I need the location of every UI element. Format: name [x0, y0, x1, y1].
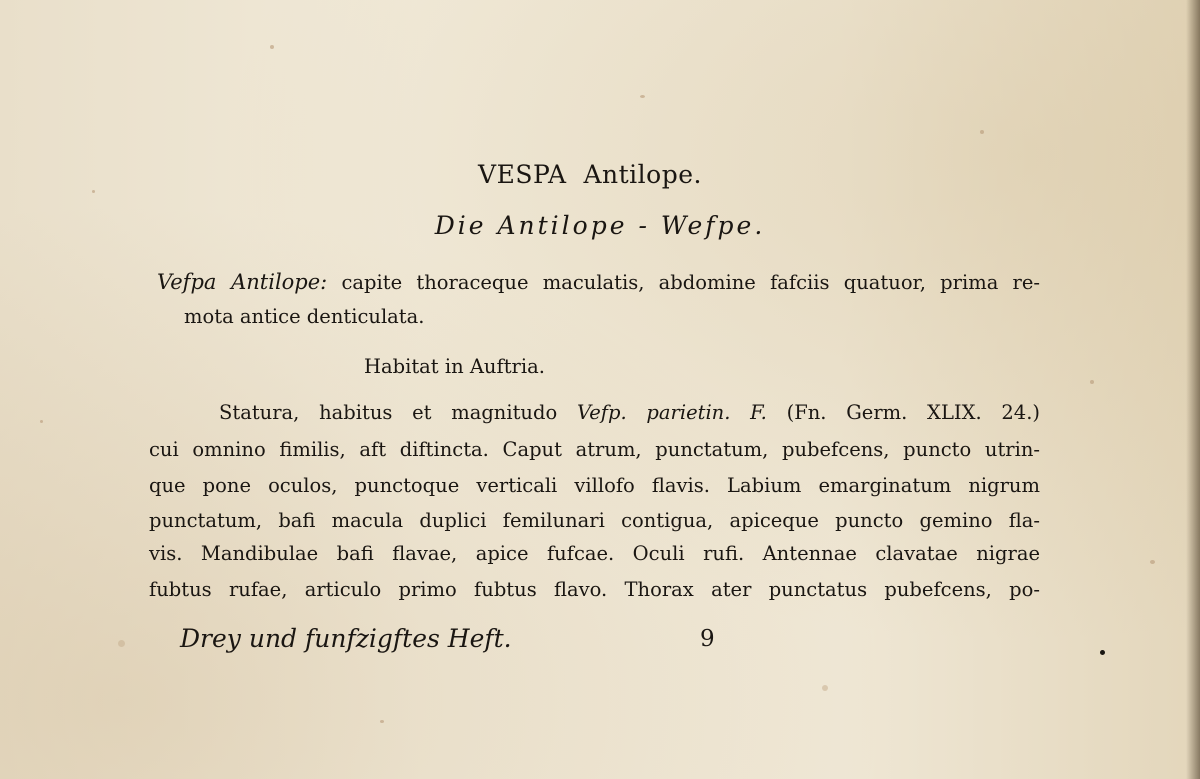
paper-speck	[822, 685, 828, 691]
paper-speck	[118, 640, 125, 647]
paper-speck	[270, 45, 274, 49]
description-text-1a: Statura, habitus et magnitudo	[219, 401, 558, 424]
diagnosis-line-1	[157, 270, 1040, 294]
description-line-3: que pone oculos, punctoque verticali villofo flavis. Labium emarginatum nigrum	[149, 474, 1040, 497]
habitat-line: Habitat in Auftria.	[364, 355, 545, 378]
paper-speck	[40, 420, 43, 423]
signature-mark: Drey und funfzigftes Heft.	[180, 624, 512, 653]
page-subtitle: Die Antilope - Wefpe.	[434, 211, 766, 240]
paper-speck	[1150, 560, 1155, 564]
ink-dot	[1100, 650, 1105, 655]
page-title: VESPA Antilope.	[478, 160, 702, 189]
description-line-5: vis. Mandibulae bafi flavae, apice fufcae. Oculi rufi. Antennae clavatae nigrae	[149, 542, 1040, 565]
species-name: Vefpa Antilope:	[157, 270, 328, 294]
page-number: 9	[700, 626, 715, 652]
diagnosis-text-1: capite thoraceque maculatis, abdomine fafciis quatuor, prima re-	[341, 271, 1040, 294]
show-through-text	[160, 235, 1040, 359]
diagnosis-line-2: mota antice denticulata.	[184, 305, 425, 328]
binding-shadow	[1186, 0, 1200, 779]
description-text-1b: (Fn. Germ. XLIX. 24.)	[786, 401, 1041, 424]
paper-speck	[1090, 380, 1094, 384]
description-line-2: cui omnino fimilis, aft diftincta. Caput atrum, punctatum, pubefcens, puncto utrin-	[149, 438, 1040, 461]
paper-speck	[980, 130, 984, 134]
paper-speck	[92, 190, 95, 193]
description-line-4: punctatum, bafi macula duplici femilunari contigua, apiceque puncto gemino fla-	[149, 509, 1040, 532]
paper-speck	[380, 720, 384, 723]
paper-speck	[640, 95, 645, 98]
description-line-6: fubtus rufae, articulo primo fubtus flavo. Thorax ater punctatus pubefcens, po-	[149, 578, 1040, 601]
description-line-1	[219, 401, 1040, 424]
description-reference: Vefp. parietin. F.	[576, 401, 767, 424]
